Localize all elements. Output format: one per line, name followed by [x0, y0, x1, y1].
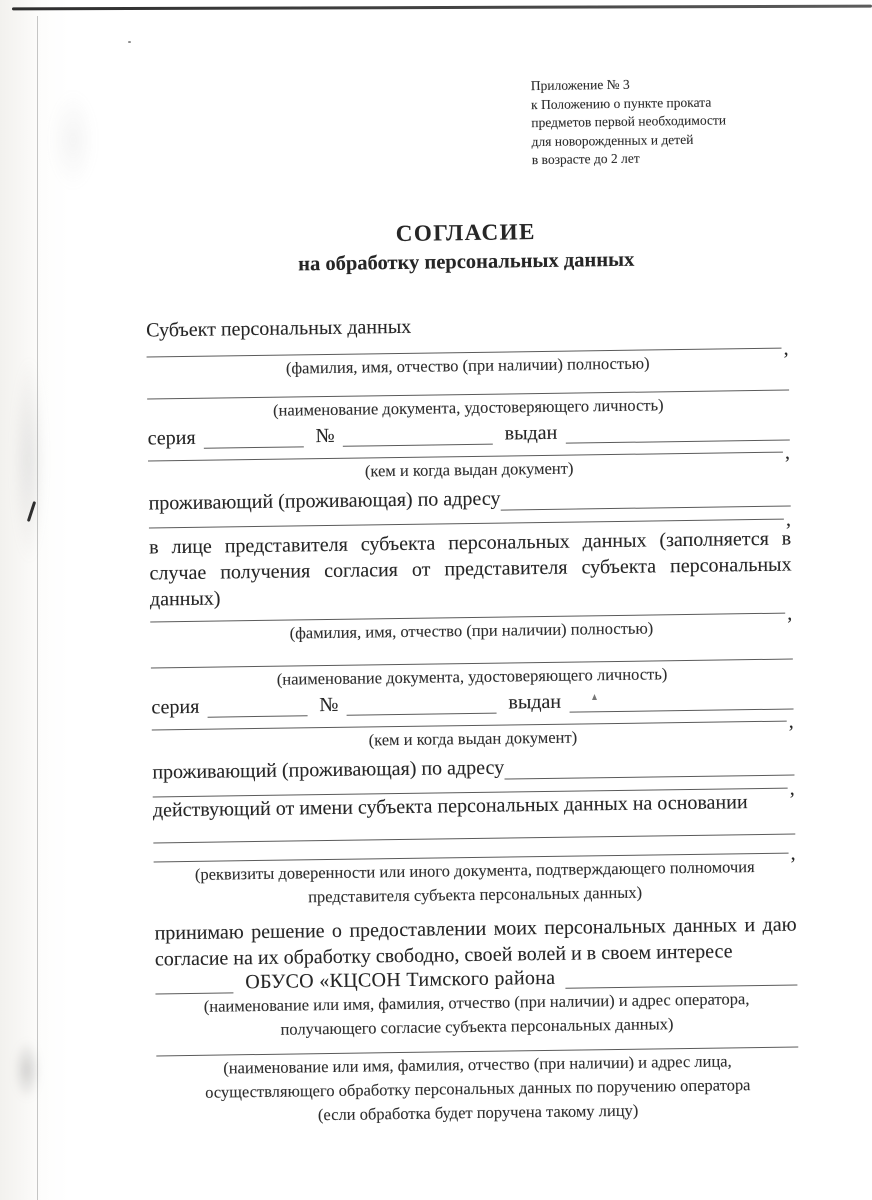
operator-blank-lead: [155, 970, 233, 994]
address-label: проживающий (проживающая) по адресу: [148, 487, 501, 514]
series-label: серия: [147, 426, 196, 449]
scan-smudge: [50, 90, 96, 190]
number-label: №: [315, 424, 335, 447]
series-blank-line: [207, 689, 307, 717]
caption-identity-doc: (наименование документа, удостоверяющего личность): [276, 663, 668, 689]
caption-operator: получающего согласие субъекта персональных данных): [280, 1013, 674, 1039]
appendix-note: [531, 74, 786, 170]
operator-name-value: ОБУСО «КЦСОН Тимского района: [245, 966, 556, 993]
caption-operator: (наименование или имя, фамилия, отчество (при наличии) и адрес оператора,: [203, 988, 750, 1016]
decision-clause: принимаю решение о предоставлении моих персональных данных и даю согласие на их обработку свободно, своей волей и в своем интересе: [154, 912, 797, 970]
appendix-note-line: Приложение № 3: [530, 76, 630, 94]
appendix-note-line: предметов первой необходимости: [531, 112, 727, 131]
appendix-note-line: в возрасте до 2 лет: [531, 150, 640, 168]
scan-speck: [128, 41, 131, 43]
caption-processor: (наименование или имя, фамилия, отчество (при наличии) и адрес лица,: [223, 1050, 732, 1078]
operator-blank-trail: [565, 962, 797, 988]
document-subtitle: на обработку персональных данных: [298, 248, 635, 275]
scan-smudge: [12, 355, 46, 565]
comma-mark: ,: [784, 441, 791, 464]
caption-issued-by: (кем и когда выдан документ): [364, 458, 574, 480]
caption-warrant: (реквизиты доверенности или иного документа, подтверждающего полномочия: [194, 856, 755, 884]
number-blank-line: [346, 686, 496, 715]
appendix-note-line: для новорожденных и детей: [531, 131, 694, 149]
issued-label: выдан: [508, 690, 562, 713]
comma-mark: ,: [783, 337, 789, 360]
caption-identity-doc: (наименование документа, удостоверяющего личность): [272, 394, 664, 420]
appendix-note-line: к Положению о пункте проката: [530, 94, 712, 112]
comma-mark: ,: [788, 710, 794, 733]
caption-processor: осуществляющего обработку персональных данных по поручению оператора: [205, 1074, 751, 1102]
series-blank-line: [203, 420, 303, 448]
issued-label: выдан: [504, 421, 558, 445]
number-blank-line: [342, 417, 492, 446]
document-title: СОГЛАСИЕ: [395, 218, 537, 246]
caption-processor: (если обработка будет поручена такому лицу): [317, 1100, 639, 1124]
address-label: проживающий (проживающая) по адресу: [152, 756, 505, 783]
acting-on-behalf-label: действующий от имени субъекта персональных данных на основании: [152, 790, 748, 821]
comma-mark: ,: [790, 841, 796, 865]
scan-edge-line: [12, 5, 872, 11]
caption-fullname: (фамилия, имя, отчество (при наличии) полностью): [289, 617, 654, 643]
number-label: №: [319, 693, 339, 716]
paper-crease-line: [37, 16, 38, 1200]
series-label: серия: [151, 695, 200, 718]
representative-clause: в лице представителя субъекта персональных данных (заполняется в случае получения согласия от представителя субъекта персональных данных): [149, 527, 792, 610]
document-content: [143, 74, 800, 1128]
comma-mark: ,: [787, 602, 793, 625]
title-block: [145, 214, 788, 281]
comma-mark: ,: [785, 508, 792, 531]
caption-issued-by: (кем и когда выдан документ): [368, 727, 578, 749]
caption-fullname: (фамилия, имя, отчество (при наличии) полностью): [285, 352, 650, 378]
pen-mark: [27, 501, 36, 522]
caption-warrant: представителя субъекта персональных данных): [308, 882, 643, 906]
comma-mark: ,: [789, 777, 795, 800]
subject-label: Субъект персональных данных: [146, 315, 412, 342]
